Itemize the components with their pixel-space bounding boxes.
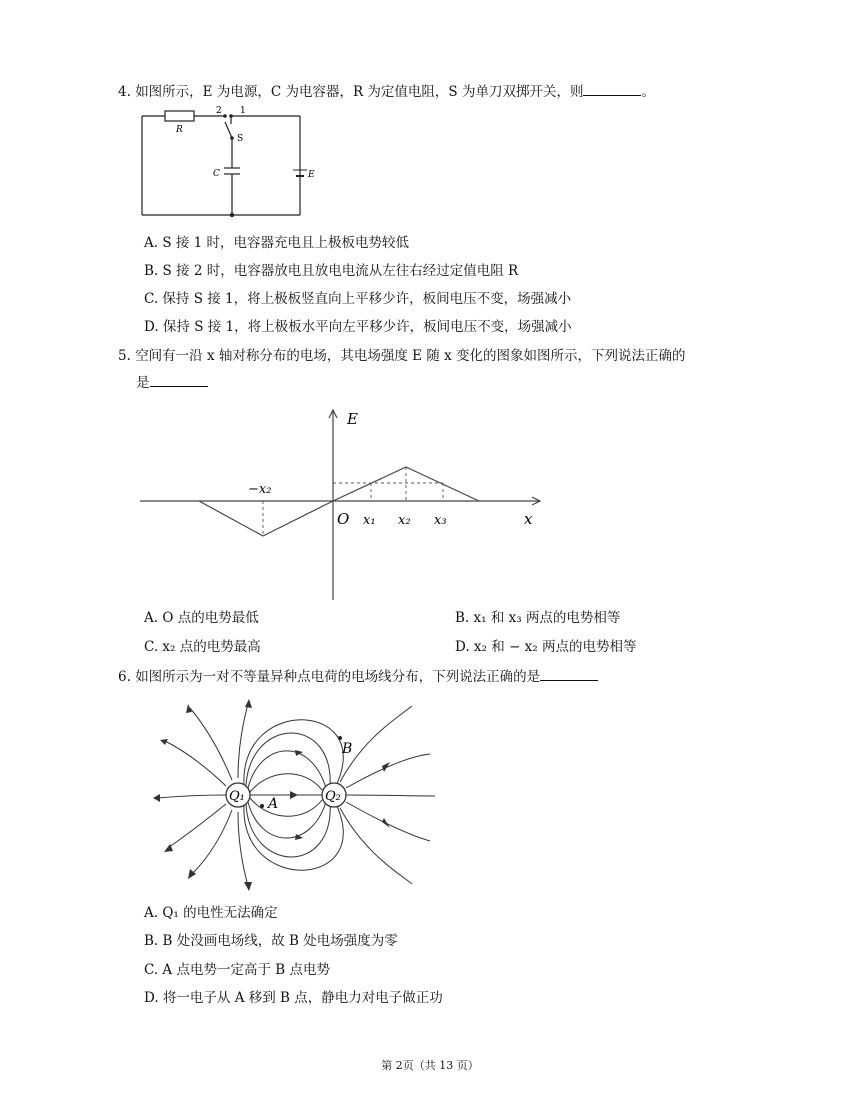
svg-text:Q₂: Q₂ xyxy=(325,789,341,804)
svg-text:C: C xyxy=(213,169,220,179)
svg-text:x₃: x₃ xyxy=(434,513,447,528)
svg-text:R: R xyxy=(176,125,183,135)
svg-text:−x₂: −x₂ xyxy=(248,482,272,497)
q4-option-d[interactable]: D. 保持 S 接 1，将上极板水平向左平移少许，板间电压不变，场强减小 xyxy=(144,319,572,335)
answer-blank xyxy=(540,666,598,681)
q5-stem-line1: 5. 空间有一沿 x 轴对称分布的电场，其电场强度 E 随 x 变化的图象如图所示，下列说法正确的 xyxy=(118,348,686,364)
e-x-graph xyxy=(136,398,556,603)
q6-option-c[interactable]: C. A 点电势一定高于 B 点电势 xyxy=(144,962,330,978)
q5-option-b[interactable]: B. x₁ 和 x₃ 两点的电势相等 xyxy=(455,610,621,626)
page-footer: 第 2页（共 13 页） xyxy=(381,1059,479,1072)
q5-option-c[interactable]: C. x₂ 点的电势最高 xyxy=(144,639,261,655)
resistor-symbol xyxy=(165,111,194,121)
svg-text:2: 2 xyxy=(216,106,222,116)
q4-option-b[interactable]: B. S 接 2 时，电容器放电且放电电流从左往右经过定值电阻 R xyxy=(144,263,519,279)
q4-stem: 4. 如图所示，E 为电源，C 为电容器，R 为定值电阻，S 为单刀双掷开关，则 。 xyxy=(118,81,655,102)
q4-option-a[interactable]: A. S 接 1 时，电容器充电且上极板电势较低 xyxy=(144,235,410,251)
svg-text:A: A xyxy=(268,796,279,812)
svg-text:E: E xyxy=(347,410,358,428)
q6-option-a[interactable]: A. Q₁ 的电性无法确定 xyxy=(144,905,278,921)
svg-text:O: O xyxy=(337,510,350,528)
svg-text:B: B xyxy=(342,741,353,757)
positive-field-line xyxy=(333,467,479,501)
svg-text:E: E xyxy=(308,170,315,180)
q4-option-c[interactable]: C. 保持 S 接 1，将上极板竖直向上平移少许，板间电压不变，场强减小 xyxy=(144,291,572,307)
svg-text:x₁: x₁ xyxy=(363,513,376,528)
point-b xyxy=(338,736,342,740)
svg-text:x₂: x₂ xyxy=(398,513,411,528)
q5-stem-line2: 是 xyxy=(136,372,208,393)
svg-text:Q₁: Q₁ xyxy=(229,789,245,804)
svg-text:x: x xyxy=(524,510,533,528)
switch-blade xyxy=(225,122,232,138)
svg-text:1: 1 xyxy=(240,106,246,116)
answer-blank xyxy=(150,372,208,387)
field-lines-diagram xyxy=(150,696,440,891)
q6-stem: 6. 如图所示为一对不等量异种点电荷的电场线分布，下列说法正确的是 xyxy=(118,666,598,687)
circuit-diagram xyxy=(136,104,315,220)
q6-option-d[interactable]: D. 将一电子从 A 移到 B 点，静电力对电子做正功 xyxy=(144,990,443,1006)
q6-option-b[interactable]: B. B 处没画电场线，故 B 处电场强度为零 xyxy=(144,933,398,949)
q5-option-d[interactable]: D. x₂ 和 − x₂ 两点的电势相等 xyxy=(455,639,637,655)
q5-option-a[interactable]: A. O 点的电势最低 xyxy=(144,610,259,626)
answer-blank xyxy=(583,81,641,96)
point-a xyxy=(260,804,264,808)
svg-text:S: S xyxy=(237,134,244,144)
negative-field-line xyxy=(199,501,333,536)
